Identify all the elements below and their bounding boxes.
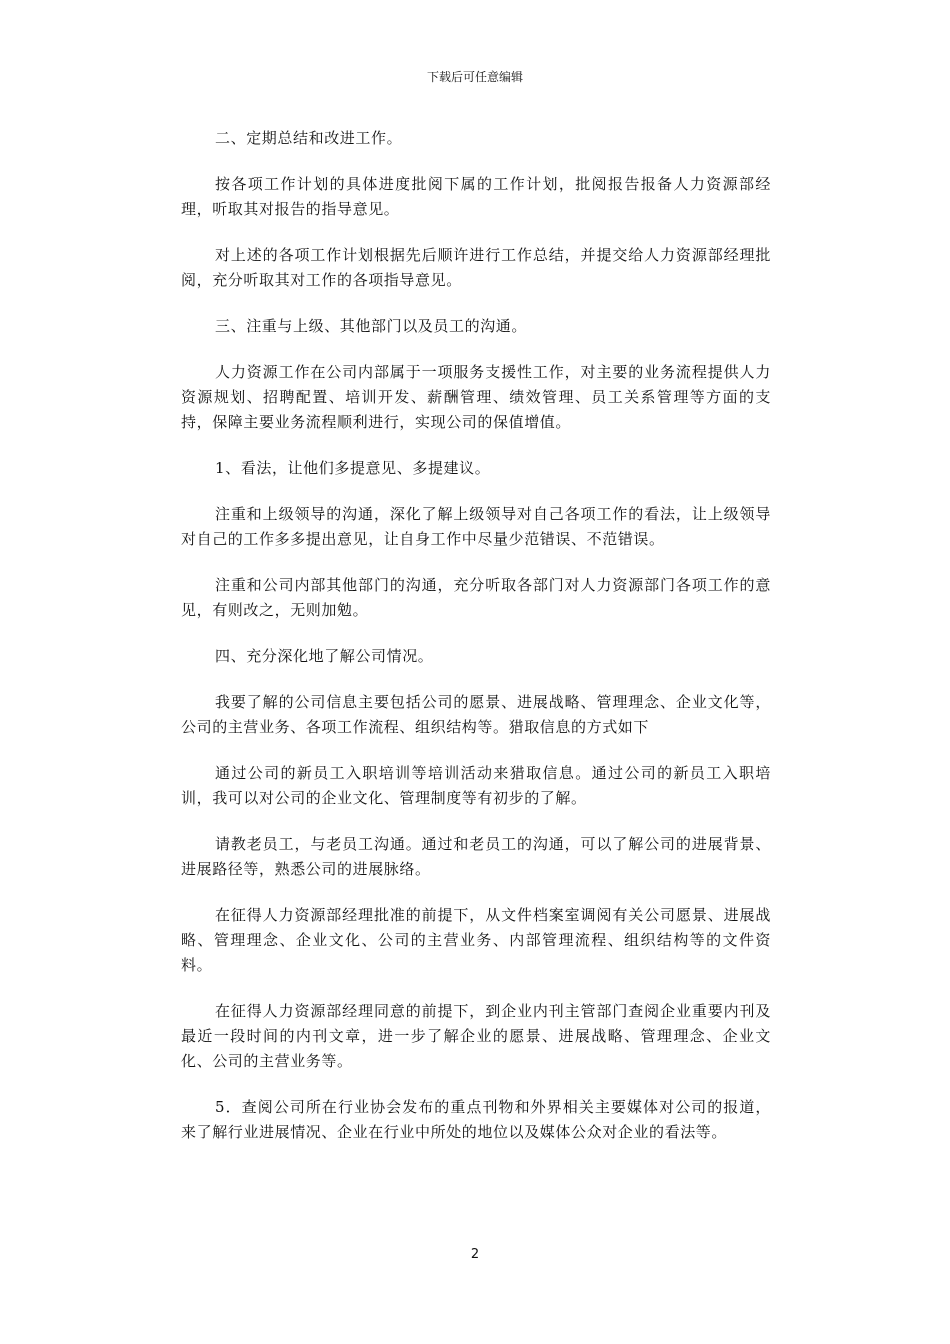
paragraph: 人力资源工作在公司内部属于一项服务支援性工作，对主要的业务流程提供人力资源规划、招聘配置、培训开发、薪酬管理、绩效管理、员工关系管理等方面的支持，保障主要业务流程顺利进行，实现公司的保值增值。 xyxy=(181,363,771,431)
paragraph: 请教老员工，与老员工沟通。通过和老员工的沟通，可以了解公司的进展背景、进展路径等，熟悉公司的进展脉络。 xyxy=(181,835,771,878)
page-header: 下载后可任意编辑 xyxy=(426,70,523,84)
paragraph: 在征得人力资源部经理同意的前提下，到企业内刊主管部门查阅企业重要内刊及最近一段时间的内刊文章，进一步了解企业的愿景、进展战略、管理理念、企业文化、公司的主营业务等。 xyxy=(181,1002,771,1070)
paragraph: 对上述的各项工作计划根据先后顺许进行工作总结，并提交给人力资源部经理批阅，充分听取其对工作的各项指导意见。 xyxy=(181,246,771,289)
paragraph: 我要了解的公司信息主要包括公司的愿景、进展战略、管理理念、企业文化等，公司的主营业务、各项工作流程、组织结构等。猎取信息的方式如下 xyxy=(181,693,771,736)
paragraph: 三、注重与上级、其他部门以及员工的沟通。 xyxy=(215,317,528,335)
paragraph: 注重和公司内部其他部门的沟通，充分听取各部门对人力资源部门各项工作的意见，有则改之，无则加勉。 xyxy=(181,576,771,619)
paragraph: 1、看法，让他们多提意见、多提建议。 xyxy=(215,459,491,477)
page-number: 2 xyxy=(470,1247,480,1262)
paragraph: 注重和上级领导的沟通，深化了解上级领导对自己各项工作的看法，让上级领导对自己的工作多多提出意见，让自身工作中尽量少范错误、不范错误。 xyxy=(181,505,771,548)
paragraph: 在征得人力资源部经理批准的前提下，从文件档案室调阅有关公司愿景、进展战略、管理理念、企业文化、公司的主营业务、内部管理流程、组织结构等的文件资料。 xyxy=(181,906,771,974)
paragraph: 二、定期总结和改进工作。 xyxy=(215,129,403,147)
document-body xyxy=(181,126,771,1166)
paragraph: 5．查阅公司所在行业协会发布的重点刊物和外界相关主要媒体对公司的报道，来了解行业进展情况、企业在行业中所处的地位以及媒体公众对企业的看法等。 xyxy=(181,1098,771,1141)
paragraph: 通过公司的新员工入职培训等培训活动来猎取信息。通过公司的新员工入职培训，我可以对公司的企业文化、管理制度等有初步的了解。 xyxy=(181,764,771,807)
paragraph: 四、充分深化地了解公司情况。 xyxy=(215,647,434,665)
paragraph: 按各项工作计划的具体进度批阅下属的工作计划，批阅报告报备人力资源部经理，听取其对报告的指导意见。 xyxy=(181,175,771,218)
